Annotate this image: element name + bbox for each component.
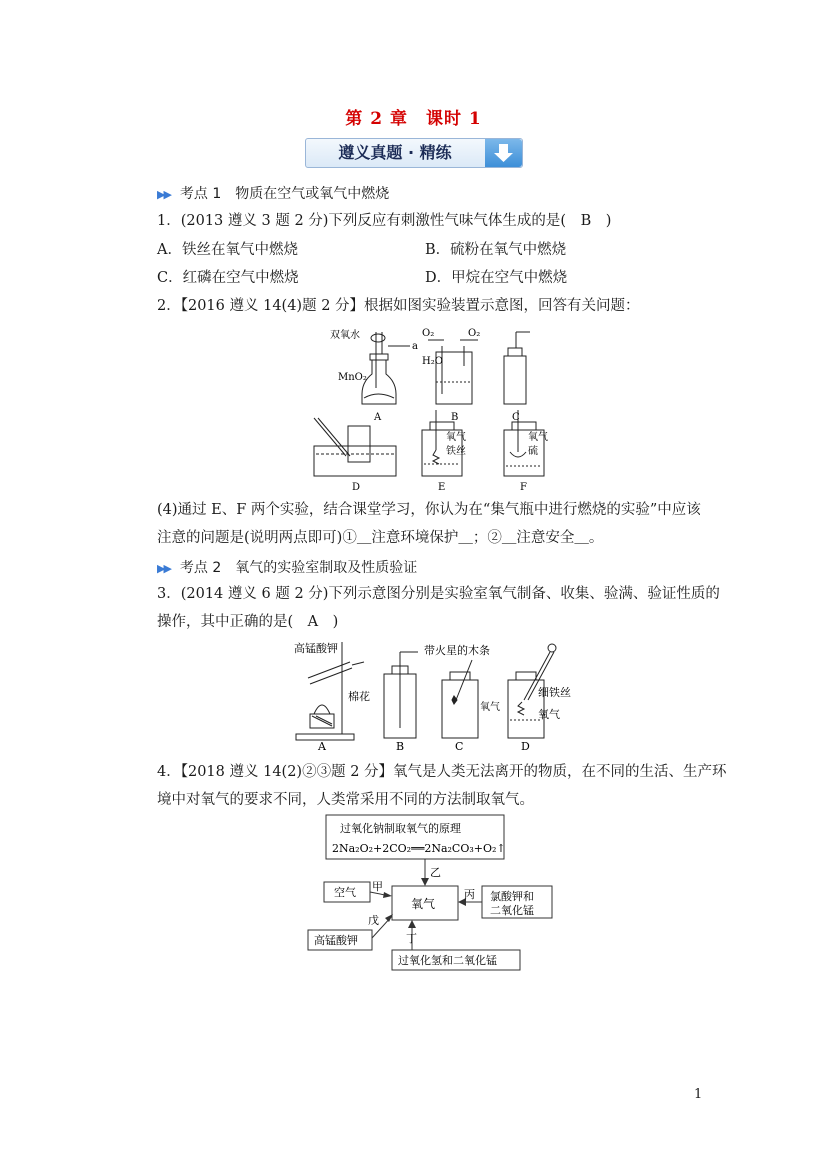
- label-F: F: [520, 482, 527, 493]
- q2-part4-line1: (4)通过 E、F 两个实验，结合课堂学习，你认为在“集气瓶中进行燃烧的实验”中应该: [157, 502, 701, 518]
- q2-answer-2: ＿注意安全＿: [501, 530, 589, 546]
- label-cotton: 棉花: [348, 690, 370, 703]
- label-C: C: [512, 412, 520, 423]
- label-kmno4: 高锰酸钾: [314, 934, 358, 947]
- label-B: B: [451, 412, 459, 423]
- label-D: D: [352, 482, 361, 493]
- label-ding: 丁: [406, 932, 417, 945]
- label-h2o: H₂O: [422, 356, 443, 367]
- label-D: D: [521, 740, 530, 753]
- q1-option-b: B．硫粉在氧气中燃烧: [425, 242, 567, 258]
- label-kclo3-2: 二氧化锰: [490, 904, 534, 917]
- q1-option-a: A．铁丝在氧气中燃烧: [157, 242, 298, 258]
- label-glowing-splint: 带火星的木条: [424, 644, 490, 657]
- label-oxygen-c: 氧气: [480, 702, 500, 713]
- q2-answer-1: ＿注意环境保护＿: [356, 530, 473, 546]
- label-oxygen-f: 氧气: [528, 432, 548, 443]
- label-oxygen-d: 氧气: [538, 708, 560, 721]
- q4-stem-line1: 4．【2018 遵义 14(2)②③题 2 分】氧气是人类无法离开的物质，在不同的生活、生产环: [157, 764, 727, 780]
- double-triangle-icon: ▶▶: [157, 188, 170, 201]
- q2-apparatus-figure: [310, 322, 580, 494]
- label-h2o2: 过氧化氢和二氧化锰: [398, 954, 497, 967]
- q3-operation-figure: [292, 638, 571, 754]
- label-yi: 乙: [430, 866, 441, 879]
- down-arrow-icon: [485, 139, 522, 167]
- section-heading-2: ▶▶ 考点 2 氧气的实验室制取及性质验证: [157, 560, 418, 576]
- label-hydrogen-peroxide: 双氧水: [330, 330, 360, 341]
- label-A: A: [318, 740, 326, 753]
- double-triangle-icon: ▶▶: [157, 562, 170, 575]
- label-air: 空气: [334, 886, 356, 899]
- section-heading-1: ▶▶ 考点 1 物质在空气或氧气中燃烧: [157, 186, 390, 202]
- label-C: C: [455, 740, 464, 753]
- label-o2-in: O₂: [422, 328, 435, 339]
- q2-stem: 2．【2016 遵义 14(4)题 2 分】根据如图实验装置示意图，回答有关问题：: [157, 298, 640, 314]
- label-oxygen-e: 氧气: [446, 432, 466, 443]
- page-number: 1: [694, 1087, 703, 1102]
- label-wu: 戊: [368, 914, 379, 927]
- label-A: A: [374, 412, 382, 423]
- banner-arrow: [485, 139, 522, 167]
- label-kclo3-1: 氯酸钾和: [490, 890, 534, 903]
- q4-oxygen-methods-diagram: [300, 812, 564, 976]
- q1-option-d: D．甲烷在空气中燃烧: [425, 270, 568, 286]
- label-a: a: [412, 341, 418, 352]
- label-kmno4: 高锰酸钾: [294, 642, 338, 655]
- banner-text: 遵义真题 · 精练: [338, 143, 452, 162]
- page-title: 第 2 章 课时 1: [345, 109, 482, 129]
- label-top-title: 过氧化钠制取氧气的原理: [340, 822, 461, 835]
- label-iron-wire: 铁丝: [446, 446, 466, 457]
- label-bing: 丙: [464, 888, 475, 901]
- label-o2-out: O₂: [468, 328, 481, 339]
- q3-stem-line1: 3．(2014 遵义 6 题 2 分)下列示意图分别是实验室氧气制备、收集、验满、验证性质的: [157, 586, 720, 602]
- label-jia: 甲: [372, 880, 383, 893]
- q1-option-c: C．红磷在空气中燃烧: [157, 270, 299, 286]
- q2-part4-line2: 注意的问题是(说明两点即可)①＿注意环境保护＿；②＿注意安全＿。: [157, 530, 604, 546]
- label-top-equation: 2Na₂O₂+2CO₂══2Na₂CO₃+O₂↑: [332, 842, 506, 855]
- label-fine-iron-wire: 细铁丝: [538, 686, 571, 699]
- label-sulfur: 硫: [528, 446, 538, 457]
- label-mno2: MnO₂: [338, 372, 367, 383]
- label-E: E: [438, 482, 446, 493]
- q1-stem: 1．(2013 遵义 3 题 2 分)下列反应有刺激性气味气体生成的是( B ): [157, 213, 612, 229]
- q3-stem-line2: 操作，其中正确的是( A ): [157, 614, 339, 630]
- q4-stem-line2: 境中对氧气的要求不同，人类常采用不同的方法制取氧气。: [157, 792, 534, 808]
- label-oxygen: 氧气: [411, 897, 436, 911]
- label-B: B: [396, 740, 405, 753]
- section-banner: [305, 138, 523, 168]
